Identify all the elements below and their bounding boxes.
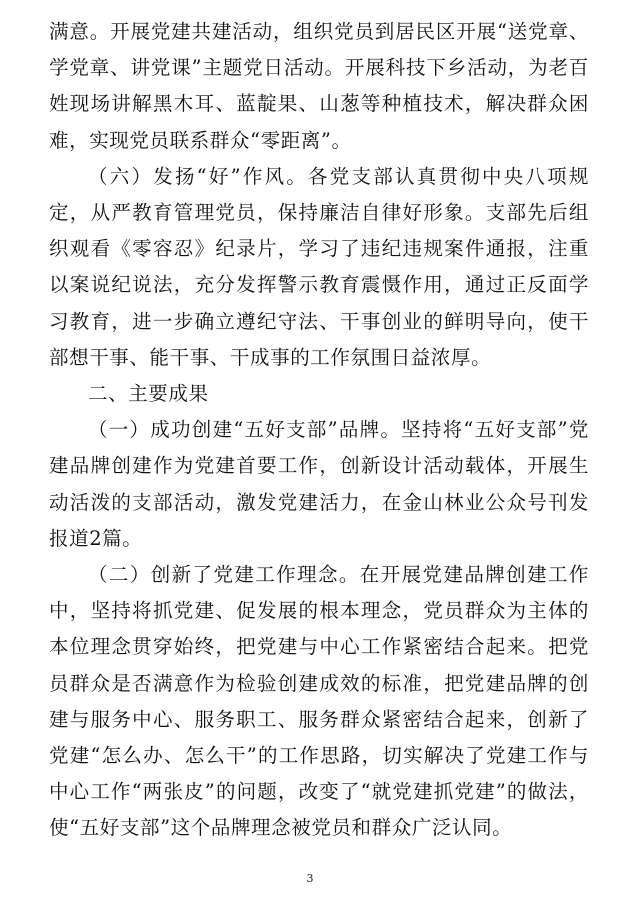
paragraph-result-two: （二）创新了党建工作理念。在开展党建品牌创建工作中，坚持将抓党建、促发展的根本理念，党员群众为主体的本位理念贯穿始终，把党建与中心工作紧密结合起来。把党员群众是否满意作为检验创建成效的标准，把党建品牌的创建与服务中心、服务职工、服务群众紧密结合起来，创新了党建“怎么办、怎么干”的工作思路，切实解决了党建工作与中心工作“两张皮”的问题，改变了“就党建抓党建”的做法，使“五好支部”这个品牌理念被党员和群众广泛认同。 bbox=[49, 563, 589, 840]
paragraph-continuation: 满意。开展党建共建活动，组织党员到居民区开展“送党章、学党章、讲党课”主题党日活动。开展科技下乡活动，为老百姓现场讲解黑木耳、蓝靛果、山葱等种植技术，解决群众困难，实现党员联系群众“零距离”。 bbox=[49, 20, 589, 152]
section-heading-main-results: 二、主要成果 bbox=[88, 382, 209, 406]
page-number: 3 bbox=[306, 872, 314, 885]
document-body bbox=[49, 14, 589, 847]
paragraph-section-six: （六）发扬“好”作风。各党支部认真贯彻中央八项规定，从严教育管理党员，保持廉洁自律好形象。支部先后组织观看《零容忍》纪录片，学习了违纪违规案件通报，注重以案说纪说法，充分发挥警示教育震慑作用，通过正反面学习教育，进一步确立遵纪守法、干事创业的鲜明导向，使干部想干事、能干事、干成事的工作氛围日益浓厚。 bbox=[49, 164, 589, 369]
paragraph-result-one: （一）成功创建“五好支部”品牌。坚持将“五好支部”党建品牌创建作为党建首要工作，创新设计活动载体，开展生动活泼的支部活动，激发党建活力，在金山林业公众号刊发报道2篇。 bbox=[49, 418, 589, 550]
